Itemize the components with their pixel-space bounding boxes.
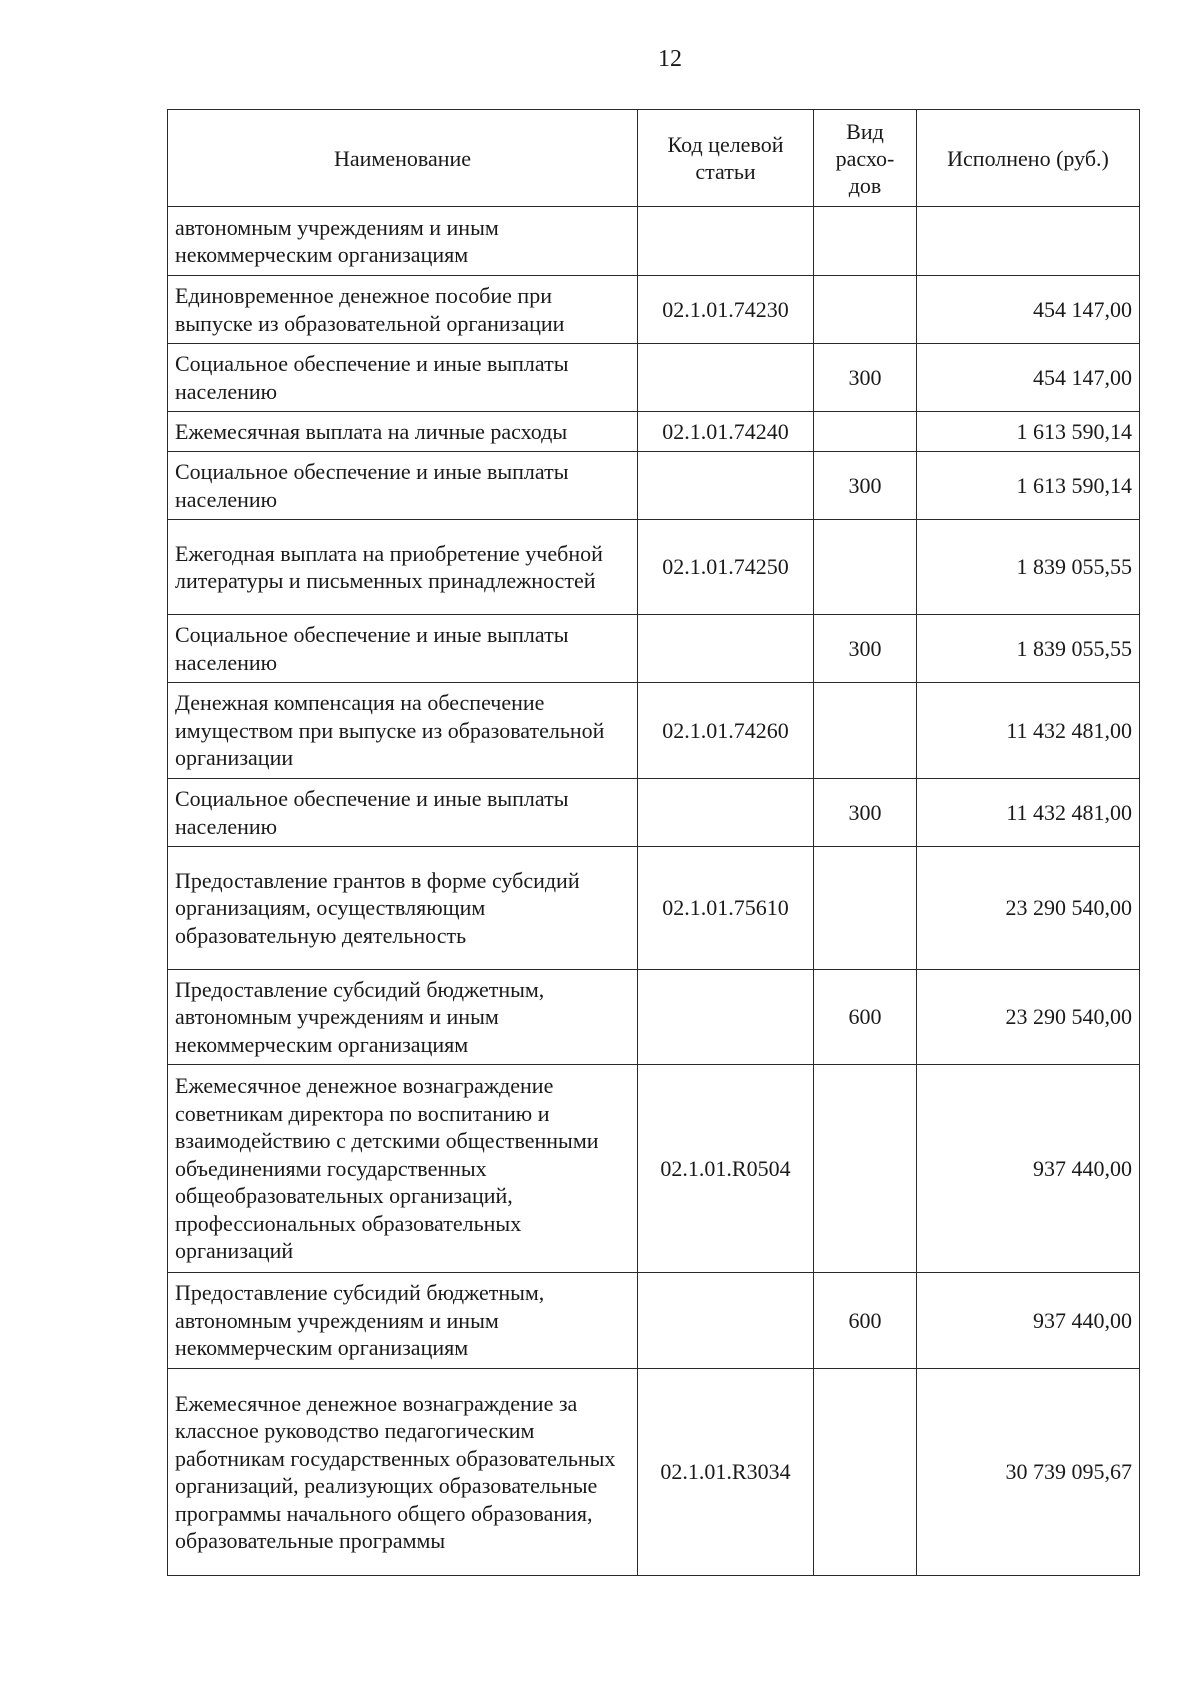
cell-sum: 454 147,00 bbox=[917, 344, 1140, 412]
cell-code: 02.1.01.74260 bbox=[638, 683, 814, 779]
cell-code bbox=[638, 1273, 814, 1369]
cell-type bbox=[814, 520, 917, 615]
table-row bbox=[168, 779, 1140, 847]
cell-sum: 1 839 055,55 bbox=[917, 615, 1140, 683]
cell-code: 02.1.01.75610 bbox=[638, 847, 814, 970]
cell-code bbox=[638, 207, 814, 276]
cell-sum: 454 147,00 bbox=[917, 276, 1140, 344]
table-row bbox=[168, 970, 1140, 1065]
cell-name: Ежемесячная выплата на личные расходы bbox=[168, 412, 638, 452]
cell-sum bbox=[917, 207, 1140, 276]
table-row bbox=[168, 452, 1140, 520]
cell-name: Ежегодная выплата на приобретение учебной литературы и письменных принадлежностей bbox=[168, 520, 638, 615]
table-header-row bbox=[168, 110, 1140, 207]
header-type: Вид расхо-дов bbox=[814, 110, 917, 207]
table-row bbox=[168, 1065, 1140, 1273]
table-row bbox=[168, 344, 1140, 412]
cell-sum: 1 613 590,14 bbox=[917, 412, 1140, 452]
cell-name: Социальное обеспечение и иные выплаты населению bbox=[168, 452, 638, 520]
cell-sum: 1 839 055,55 bbox=[917, 520, 1140, 615]
table-row bbox=[168, 847, 1140, 970]
cell-sum: 30 739 095,67 bbox=[917, 1369, 1140, 1576]
cell-type bbox=[814, 412, 917, 452]
cell-code: 02.1.01.74240 bbox=[638, 412, 814, 452]
cell-code bbox=[638, 344, 814, 412]
cell-type: 600 bbox=[814, 1273, 917, 1369]
cell-type: 300 bbox=[814, 615, 917, 683]
cell-name: Ежемесячное денежное вознаграждение за классное руководство педагогическим работникам государственных образовательных организаций, реализующих образовательные программы начального общего образования, образовательные программы bbox=[168, 1369, 638, 1576]
cell-code bbox=[638, 970, 814, 1065]
cell-type bbox=[814, 276, 917, 344]
cell-code: 02.1.01.74250 bbox=[638, 520, 814, 615]
cell-sum: 23 290 540,00 bbox=[917, 970, 1140, 1065]
cell-type: 300 bbox=[814, 779, 917, 847]
cell-type bbox=[814, 207, 917, 276]
cell-name: Социальное обеспечение и иные выплаты населению bbox=[168, 615, 638, 683]
cell-sum: 11 432 481,00 bbox=[917, 779, 1140, 847]
table-row bbox=[168, 207, 1140, 276]
cell-type: 300 bbox=[814, 344, 917, 412]
cell-code bbox=[638, 615, 814, 683]
cell-code bbox=[638, 452, 814, 520]
cell-name: автономным учреждениям и иным некоммерческим организациям bbox=[168, 207, 638, 276]
table-row bbox=[168, 1369, 1140, 1576]
cell-sum: 23 290 540,00 bbox=[917, 847, 1140, 970]
cell-code bbox=[638, 779, 814, 847]
page-number: 12 bbox=[658, 46, 682, 72]
cell-name: Единовременное денежное пособие при выпуске из образовательной организации bbox=[168, 276, 638, 344]
table-row bbox=[168, 276, 1140, 344]
cell-name: Предоставление субсидий бюджетным, автономным учреждениям и иным некоммерческим организациям bbox=[168, 970, 638, 1065]
table-row bbox=[168, 615, 1140, 683]
cell-name: Социальное обеспечение и иные выплаты населению bbox=[168, 344, 638, 412]
cell-sum: 937 440,00 bbox=[917, 1065, 1140, 1273]
header-name: Наименование bbox=[168, 110, 638, 207]
cell-name: Денежная компенсация на обеспечение имуществом при выпуске из образовательной организации bbox=[168, 683, 638, 779]
cell-name: Ежемесячное денежное вознаграждение советникам директора по воспитанию и взаимодействию с детскими общественными объединениями государственных общеобразовательных организаций, профессиональных образовательных организаций bbox=[168, 1065, 638, 1273]
table-row bbox=[168, 1273, 1140, 1369]
table-row bbox=[168, 683, 1140, 779]
cell-sum: 11 432 481,00 bbox=[917, 683, 1140, 779]
table-row bbox=[168, 412, 1140, 452]
cell-sum: 1 613 590,14 bbox=[917, 452, 1140, 520]
cell-name: Предоставление грантов в форме субсидий организациям, осуществляющим образовательную деятельность bbox=[168, 847, 638, 970]
cell-code: 02.1.01.R0504 bbox=[638, 1065, 814, 1273]
cell-name: Предоставление субсидий бюджетным, автономным учреждениям и иным некоммерческим организациям bbox=[168, 1273, 638, 1369]
cell-type bbox=[814, 847, 917, 970]
header-code: Код целевой статьи bbox=[638, 110, 814, 207]
cell-type bbox=[814, 683, 917, 779]
cell-sum: 937 440,00 bbox=[917, 1273, 1140, 1369]
cell-type: 600 bbox=[814, 970, 917, 1065]
cell-type bbox=[814, 1369, 917, 1576]
cell-name: Социальное обеспечение и иные выплаты населению bbox=[168, 779, 638, 847]
cell-code: 02.1.01.R3034 bbox=[638, 1369, 814, 1576]
cell-type: 300 bbox=[814, 452, 917, 520]
cell-code: 02.1.01.74230 bbox=[638, 276, 814, 344]
budget-execution-table bbox=[167, 109, 1140, 1576]
header-sum: Исполнено (руб.) bbox=[917, 110, 1140, 207]
table-row bbox=[168, 520, 1140, 615]
cell-type bbox=[814, 1065, 917, 1273]
